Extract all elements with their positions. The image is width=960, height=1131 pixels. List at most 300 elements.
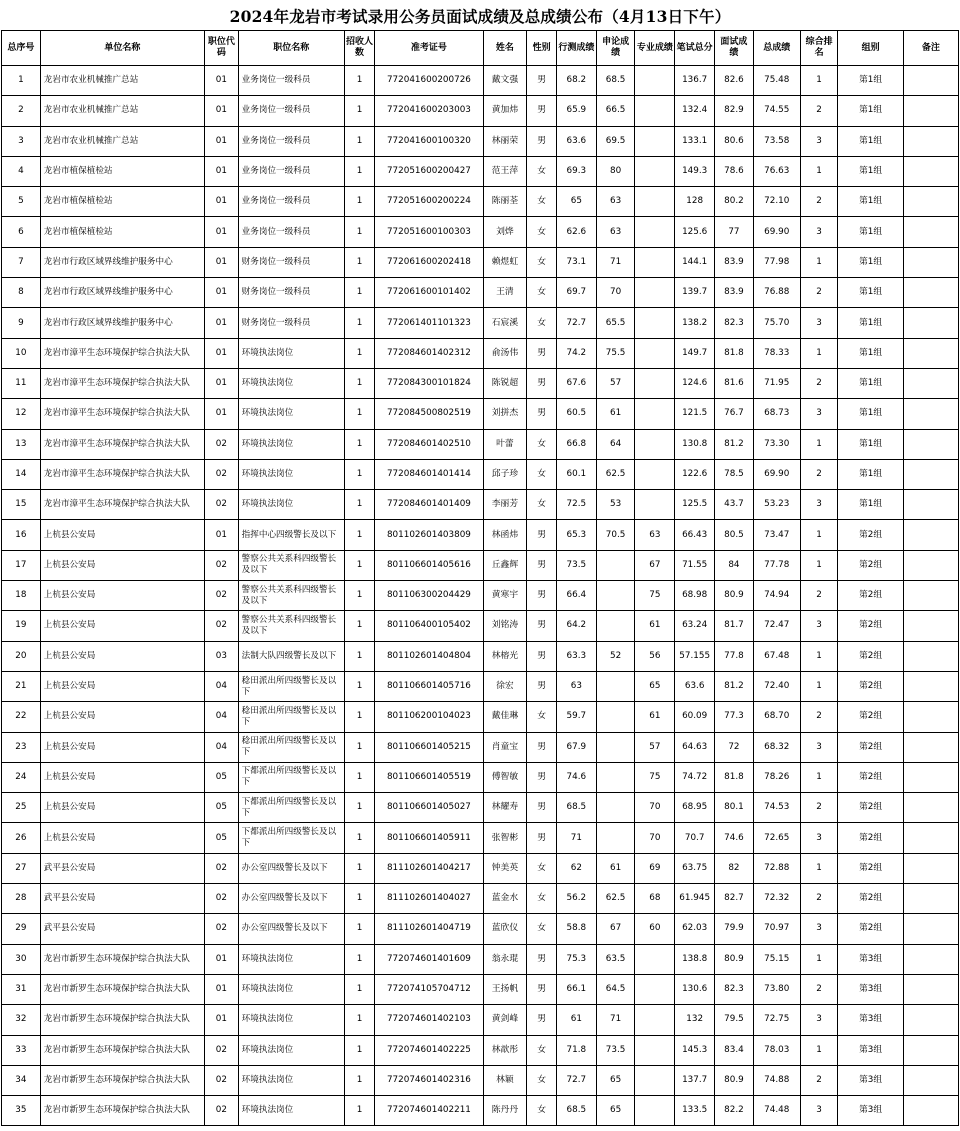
table-row — [2, 793, 959, 823]
cell-professional-score: 67 — [635, 550, 675, 580]
cell-total-score: 74.88 — [753, 1065, 800, 1095]
cell-candidate-name: 叶蕾 — [483, 429, 527, 459]
cell-post-name: 办公室四级警长及以下 — [238, 914, 344, 944]
cell-remark — [903, 187, 958, 217]
cell-candidate-name: 黄寒宇 — [483, 581, 527, 611]
cell-rank: 3 — [800, 490, 838, 520]
cell-remark — [903, 490, 958, 520]
cell-post-name: 环境执法岗位 — [238, 1035, 344, 1065]
cell-rank: 1 — [800, 641, 838, 671]
table-row — [2, 974, 959, 1004]
cell-post-name: 下都派出所四级警长及以下 — [238, 793, 344, 823]
cell-seq: 18 — [2, 581, 41, 611]
cell-total-score: 71.95 — [753, 368, 800, 398]
cell-gender: 女 — [527, 490, 557, 520]
cell-post-name: 财务岗位一级科员 — [238, 308, 344, 338]
cell-xingce-score: 61 — [556, 1005, 596, 1035]
cell-unit-name: 上杭县公安局 — [40, 823, 204, 853]
col-header-professional: 专业成绩 — [635, 31, 675, 66]
cell-post-name: 环境执法岗位 — [238, 1096, 344, 1126]
cell-post-name: 下都派出所四级警长及以下 — [238, 762, 344, 792]
cell-exam-id: 772061600202418 — [375, 247, 483, 277]
cell-gender: 女 — [527, 1035, 557, 1065]
cell-total-score: 72.32 — [753, 884, 800, 914]
cell-group: 第1组 — [838, 247, 903, 277]
cell-group: 第2组 — [838, 793, 903, 823]
table-row — [2, 96, 959, 126]
cell-shenlun-score: 80 — [596, 156, 635, 186]
cell-shenlun-score — [596, 611, 635, 641]
table-row — [2, 702, 959, 732]
cell-exam-id: 801106300204429 — [375, 581, 483, 611]
cell-shenlun-score: 75.5 — [596, 338, 635, 368]
col-header-written-total: 笔试总分 — [675, 31, 715, 66]
cell-candidate-name: 肖童宝 — [483, 732, 527, 762]
cell-total-score: 75.15 — [753, 944, 800, 974]
cell-seq: 17 — [2, 550, 41, 580]
cell-exam-id: 772074105704712 — [375, 974, 483, 1004]
cell-gender: 女 — [527, 884, 557, 914]
cell-remark — [903, 66, 958, 96]
cell-post-code: 01 — [205, 974, 239, 1004]
cell-quota: 1 — [344, 611, 375, 641]
cell-written-total: 66.43 — [675, 520, 715, 550]
cell-group: 第2组 — [838, 611, 903, 641]
cell-post-code: 01 — [205, 399, 239, 429]
score-table — [1, 30, 959, 1126]
cell-remark — [903, 732, 958, 762]
cell-quota: 1 — [344, 793, 375, 823]
table-row — [2, 520, 959, 550]
cell-quota: 1 — [344, 187, 375, 217]
cell-unit-name: 上杭县公安局 — [40, 641, 204, 671]
cell-shenlun-score: 65 — [596, 1096, 635, 1126]
cell-candidate-name: 刘拼杰 — [483, 399, 527, 429]
cell-gender: 男 — [527, 520, 557, 550]
table-row — [2, 944, 959, 974]
cell-xingce-score: 63.3 — [556, 641, 596, 671]
cell-seq: 10 — [2, 338, 41, 368]
cell-written-total: 60.09 — [675, 702, 715, 732]
cell-gender: 男 — [527, 96, 557, 126]
cell-written-total: 133.5 — [675, 1096, 715, 1126]
cell-interview-score: 72 — [715, 732, 754, 762]
cell-interview-score: 81.2 — [715, 429, 754, 459]
cell-rank: 3 — [800, 732, 838, 762]
cell-seq: 3 — [2, 126, 41, 156]
header-row — [2, 31, 959, 66]
cell-remark — [903, 702, 958, 732]
cell-total-score: 68.73 — [753, 399, 800, 429]
cell-candidate-name: 赖煜虹 — [483, 247, 527, 277]
cell-professional-score: 57 — [635, 732, 675, 762]
cell-total-score: 75.48 — [753, 66, 800, 96]
cell-total-score: 70.97 — [753, 914, 800, 944]
cell-group: 第1组 — [838, 429, 903, 459]
cell-shenlun-score: 63 — [596, 217, 635, 247]
cell-professional-score — [635, 944, 675, 974]
cell-gender: 男 — [527, 126, 557, 156]
cell-exam-id: 772084601401409 — [375, 490, 483, 520]
cell-rank: 2 — [800, 581, 838, 611]
cell-written-total: 64.63 — [675, 732, 715, 762]
cell-exam-id: 772041600100320 — [375, 126, 483, 156]
cell-quota: 1 — [344, 520, 375, 550]
cell-unit-name: 龙岩市植保植检站 — [40, 187, 204, 217]
cell-total-score: 72.40 — [753, 671, 800, 701]
table-row — [2, 368, 959, 398]
cell-group: 第1组 — [838, 96, 903, 126]
cell-post-name: 下都派出所四级警长及以下 — [238, 823, 344, 853]
cell-gender: 男 — [527, 974, 557, 1004]
col-header-interview: 面试成绩 — [715, 31, 754, 66]
cell-candidate-name: 俞汤伟 — [483, 338, 527, 368]
cell-total-score: 68.70 — [753, 702, 800, 732]
cell-post-code: 01 — [205, 126, 239, 156]
cell-group: 第3组 — [838, 1035, 903, 1065]
cell-post-name: 业务岗位一级科员 — [238, 156, 344, 186]
cell-group: 第2组 — [838, 732, 903, 762]
cell-rank: 1 — [800, 429, 838, 459]
cell-group: 第2组 — [838, 762, 903, 792]
cell-candidate-name: 蓝金水 — [483, 884, 527, 914]
cell-candidate-name: 黄剑峰 — [483, 1005, 527, 1035]
cell-seq: 35 — [2, 1096, 41, 1126]
cell-post-name: 办公室四级警长及以下 — [238, 884, 344, 914]
cell-shenlun-score: 69.5 — [596, 126, 635, 156]
table-row — [2, 399, 959, 429]
cell-gender: 男 — [527, 793, 557, 823]
cell-remark — [903, 278, 958, 308]
cell-quota: 1 — [344, 217, 375, 247]
cell-quota: 1 — [344, 974, 375, 1004]
cell-rank: 2 — [800, 702, 838, 732]
cell-xingce-score: 65.3 — [556, 520, 596, 550]
cell-post-name: 警察公共关系科四级警长及以下 — [238, 550, 344, 580]
cell-remark — [903, 1065, 958, 1095]
cell-interview-score: 80.6 — [715, 126, 754, 156]
cell-remark — [903, 823, 958, 853]
cell-group: 第2组 — [838, 884, 903, 914]
cell-group: 第1组 — [838, 278, 903, 308]
cell-unit-name: 龙岩市新罗生态环境保护综合执法大队 — [40, 974, 204, 1004]
cell-written-total: 149.7 — [675, 338, 715, 368]
cell-unit-name: 龙岩市农业机械推广总站 — [40, 126, 204, 156]
cell-shenlun-score: 53 — [596, 490, 635, 520]
col-header-seq: 总序号 — [2, 31, 41, 66]
cell-unit-name: 龙岩市植保植检站 — [40, 217, 204, 247]
cell-candidate-name: 王清 — [483, 278, 527, 308]
cell-post-code: 02 — [205, 550, 239, 580]
cell-interview-score: 81.6 — [715, 368, 754, 398]
table-row — [2, 156, 959, 186]
cell-rank: 1 — [800, 1035, 838, 1065]
cell-unit-name: 龙岩市行政区域界线维护服务中心 — [40, 278, 204, 308]
cell-seq: 25 — [2, 793, 41, 823]
cell-group: 第1组 — [838, 490, 903, 520]
cell-gender: 女 — [527, 914, 557, 944]
cell-candidate-name: 林颖 — [483, 1065, 527, 1095]
cell-candidate-name: 李丽芳 — [483, 490, 527, 520]
cell-gender: 女 — [527, 278, 557, 308]
cell-exam-id: 801106400105402 — [375, 611, 483, 641]
cell-professional-score — [635, 247, 675, 277]
cell-gender: 女 — [527, 1065, 557, 1095]
cell-professional-score — [635, 66, 675, 96]
cell-post-name: 环境执法岗位 — [238, 368, 344, 398]
cell-post-code: 01 — [205, 96, 239, 126]
cell-post-code: 02 — [205, 490, 239, 520]
cell-post-name: 业务岗位一级科员 — [238, 66, 344, 96]
cell-exam-id: 772061401101323 — [375, 308, 483, 338]
col-header-group: 组别 — [838, 31, 903, 66]
cell-rank: 1 — [800, 671, 838, 701]
cell-gender: 男 — [527, 641, 557, 671]
cell-post-name: 稔田派出所四级警长及以下 — [238, 671, 344, 701]
cell-xingce-score: 69.3 — [556, 156, 596, 186]
cell-professional-score — [635, 96, 675, 126]
cell-unit-name: 龙岩市农业机械推广总站 — [40, 96, 204, 126]
cell-unit-name: 武平县公安局 — [40, 884, 204, 914]
cell-interview-score: 82.7 — [715, 884, 754, 914]
cell-quota: 1 — [344, 96, 375, 126]
cell-candidate-name: 林耀寿 — [483, 793, 527, 823]
cell-xingce-score: 64.2 — [556, 611, 596, 641]
cell-total-score: 67.48 — [753, 641, 800, 671]
cell-xingce-score: 68.2 — [556, 66, 596, 96]
cell-interview-score: 78.6 — [715, 156, 754, 186]
cell-xingce-score: 71 — [556, 823, 596, 853]
cell-remark — [903, 611, 958, 641]
cell-unit-name: 上杭县公安局 — [40, 581, 204, 611]
cell-rank: 2 — [800, 974, 838, 1004]
cell-written-total: 68.95 — [675, 793, 715, 823]
cell-unit-name: 上杭县公安局 — [40, 611, 204, 641]
cell-quota: 1 — [344, 1035, 375, 1065]
cell-total-score: 76.88 — [753, 278, 800, 308]
cell-quota: 1 — [344, 853, 375, 883]
cell-written-total: 124.6 — [675, 368, 715, 398]
col-header-name: 姓名 — [483, 31, 527, 66]
cell-xingce-score: 65 — [556, 187, 596, 217]
table-row — [2, 490, 959, 520]
cell-group: 第3组 — [838, 1096, 903, 1126]
cell-post-name: 环境执法岗位 — [238, 944, 344, 974]
cell-seq: 23 — [2, 732, 41, 762]
cell-shenlun-score: 62.5 — [596, 884, 635, 914]
cell-total-score: 72.65 — [753, 823, 800, 853]
cell-interview-score: 80.9 — [715, 1065, 754, 1095]
cell-professional-score: 60 — [635, 914, 675, 944]
cell-exam-id: 772041600200726 — [375, 66, 483, 96]
cell-shenlun-score: 67 — [596, 914, 635, 944]
cell-remark — [903, 581, 958, 611]
cell-post-name: 办公室四级警长及以下 — [238, 853, 344, 883]
cell-candidate-name: 翁永琨 — [483, 944, 527, 974]
cell-rank: 2 — [800, 1065, 838, 1095]
cell-candidate-name: 刘铭涛 — [483, 611, 527, 641]
cell-post-code: 02 — [205, 1035, 239, 1065]
cell-unit-name: 上杭县公安局 — [40, 520, 204, 550]
cell-seq: 2 — [2, 96, 41, 126]
cell-quota: 1 — [344, 884, 375, 914]
cell-seq: 19 — [2, 611, 41, 641]
cell-post-code: 02 — [205, 884, 239, 914]
table-row — [2, 1035, 959, 1065]
cell-interview-score: 79.9 — [715, 914, 754, 944]
cell-total-score: 73.80 — [753, 974, 800, 1004]
cell-interview-score: 81.2 — [715, 671, 754, 701]
cell-group: 第1组 — [838, 126, 903, 156]
cell-gender: 男 — [527, 611, 557, 641]
cell-written-total: 130.6 — [675, 974, 715, 1004]
cell-professional-score: 70 — [635, 793, 675, 823]
cell-gender: 女 — [527, 429, 557, 459]
cell-xingce-score: 60.1 — [556, 459, 596, 489]
cell-exam-id: 772074601402316 — [375, 1065, 483, 1095]
cell-unit-name: 龙岩市新罗生态环境保护综合执法大队 — [40, 1065, 204, 1095]
cell-post-code: 01 — [205, 66, 239, 96]
cell-unit-name: 龙岩市行政区域界线维护服务中心 — [40, 247, 204, 277]
cell-unit-name: 上杭县公安局 — [40, 550, 204, 580]
cell-shenlun-score: 52 — [596, 641, 635, 671]
cell-total-score: 74.48 — [753, 1096, 800, 1126]
cell-shenlun-score: 63 — [596, 187, 635, 217]
cell-candidate-name: 徐宏 — [483, 671, 527, 701]
cell-unit-name: 龙岩市新罗生态环境保护综合执法大队 — [40, 1096, 204, 1126]
cell-group: 第1组 — [838, 66, 903, 96]
cell-post-code: 01 — [205, 944, 239, 974]
cell-rank: 2 — [800, 793, 838, 823]
cell-exam-id: 811102601404217 — [375, 853, 483, 883]
cell-seq: 26 — [2, 823, 41, 853]
cell-shenlun-score: 64.5 — [596, 974, 635, 1004]
cell-candidate-name: 黄加炜 — [483, 96, 527, 126]
cell-post-name: 业务岗位一级科员 — [238, 126, 344, 156]
cell-written-total: 125.6 — [675, 217, 715, 247]
cell-rank: 2 — [800, 278, 838, 308]
cell-written-total: 128 — [675, 187, 715, 217]
cell-rank: 3 — [800, 1096, 838, 1126]
cell-post-code: 02 — [205, 429, 239, 459]
cell-quota: 1 — [344, 247, 375, 277]
cell-shenlun-score: 65.5 — [596, 308, 635, 338]
cell-gender: 男 — [527, 368, 557, 398]
cell-exam-id: 801106601405616 — [375, 550, 483, 580]
cell-quota: 1 — [344, 1096, 375, 1126]
cell-interview-score: 82.3 — [715, 308, 754, 338]
cell-quota: 1 — [344, 278, 375, 308]
cell-professional-score — [635, 338, 675, 368]
cell-xingce-score: 60.5 — [556, 399, 596, 429]
cell-professional-score — [635, 156, 675, 186]
cell-unit-name: 龙岩市农业机械推广总站 — [40, 66, 204, 96]
cell-post-code: 05 — [205, 823, 239, 853]
cell-remark — [903, 1096, 958, 1126]
cell-group: 第2组 — [838, 581, 903, 611]
cell-written-total: 68.98 — [675, 581, 715, 611]
cell-remark — [903, 459, 958, 489]
cell-xingce-score: 73.5 — [556, 550, 596, 580]
cell-candidate-name: 林榕光 — [483, 641, 527, 671]
cell-group: 第2组 — [838, 671, 903, 701]
cell-unit-name: 龙岩市行政区域界线维护服务中心 — [40, 308, 204, 338]
cell-shenlun-score — [596, 702, 635, 732]
cell-post-name: 环境执法岗位 — [238, 399, 344, 429]
cell-seq: 13 — [2, 429, 41, 459]
cell-group: 第2组 — [838, 641, 903, 671]
cell-written-total: 57.155 — [675, 641, 715, 671]
cell-group: 第3组 — [838, 974, 903, 1004]
cell-shenlun-score — [596, 732, 635, 762]
cell-group: 第1组 — [838, 338, 903, 368]
cell-post-code: 02 — [205, 1065, 239, 1095]
cell-xingce-score: 74.6 — [556, 762, 596, 792]
cell-unit-name: 龙岩市漳平生态环境保护综合执法大队 — [40, 459, 204, 489]
cell-quota: 1 — [344, 126, 375, 156]
cell-group: 第2组 — [838, 550, 903, 580]
cell-candidate-name: 傅智敏 — [483, 762, 527, 792]
cell-post-code: 04 — [205, 671, 239, 701]
cell-unit-name: 龙岩市新罗生态环境保护综合执法大队 — [40, 1005, 204, 1035]
cell-rank: 2 — [800, 884, 838, 914]
cell-unit-name: 龙岩市新罗生态环境保护综合执法大队 — [40, 944, 204, 974]
cell-quota: 1 — [344, 338, 375, 368]
cell-unit-name: 龙岩市漳平生态环境保护综合执法大队 — [40, 429, 204, 459]
cell-candidate-name: 林丽荣 — [483, 126, 527, 156]
cell-unit-name: 上杭县公安局 — [40, 762, 204, 792]
table-row — [2, 429, 959, 459]
cell-quota: 1 — [344, 66, 375, 96]
cell-post-name: 业务岗位一级科员 — [238, 217, 344, 247]
cell-written-total: 132.4 — [675, 96, 715, 126]
cell-professional-score: 69 — [635, 853, 675, 883]
table-row — [2, 914, 959, 944]
cell-candidate-name: 林歆彤 — [483, 1035, 527, 1065]
cell-quota: 1 — [344, 459, 375, 489]
cell-candidate-name: 丘鑫辉 — [483, 550, 527, 580]
cell-interview-score: 79.5 — [715, 1005, 754, 1035]
cell-interview-score: 82.6 — [715, 66, 754, 96]
cell-shenlun-score: 57 — [596, 368, 635, 398]
cell-quota: 1 — [344, 156, 375, 186]
cell-interview-score: 83.9 — [715, 247, 754, 277]
cell-post-name: 环境执法岗位 — [238, 338, 344, 368]
col-header-unit: 单位名称 — [40, 31, 204, 66]
cell-xingce-score: 56.2 — [556, 884, 596, 914]
cell-seq: 21 — [2, 671, 41, 701]
table-row — [2, 581, 959, 611]
cell-written-total: 138.8 — [675, 944, 715, 974]
cell-rank: 1 — [800, 338, 838, 368]
cell-rank: 1 — [800, 550, 838, 580]
cell-exam-id: 772084601402510 — [375, 429, 483, 459]
cell-professional-score: 75 — [635, 581, 675, 611]
cell-remark — [903, 914, 958, 944]
cell-interview-score: 80.5 — [715, 520, 754, 550]
cell-xingce-score: 68.5 — [556, 793, 596, 823]
cell-interview-score: 81.8 — [715, 762, 754, 792]
cell-total-score: 78.26 — [753, 762, 800, 792]
cell-exam-id: 811102601404719 — [375, 914, 483, 944]
cell-professional-score: 75 — [635, 762, 675, 792]
cell-xingce-score: 69.7 — [556, 278, 596, 308]
cell-quota: 1 — [344, 702, 375, 732]
cell-written-total: 144.1 — [675, 247, 715, 277]
cell-quota: 1 — [344, 1005, 375, 1035]
cell-post-code: 01 — [205, 156, 239, 186]
cell-total-score: 68.32 — [753, 732, 800, 762]
